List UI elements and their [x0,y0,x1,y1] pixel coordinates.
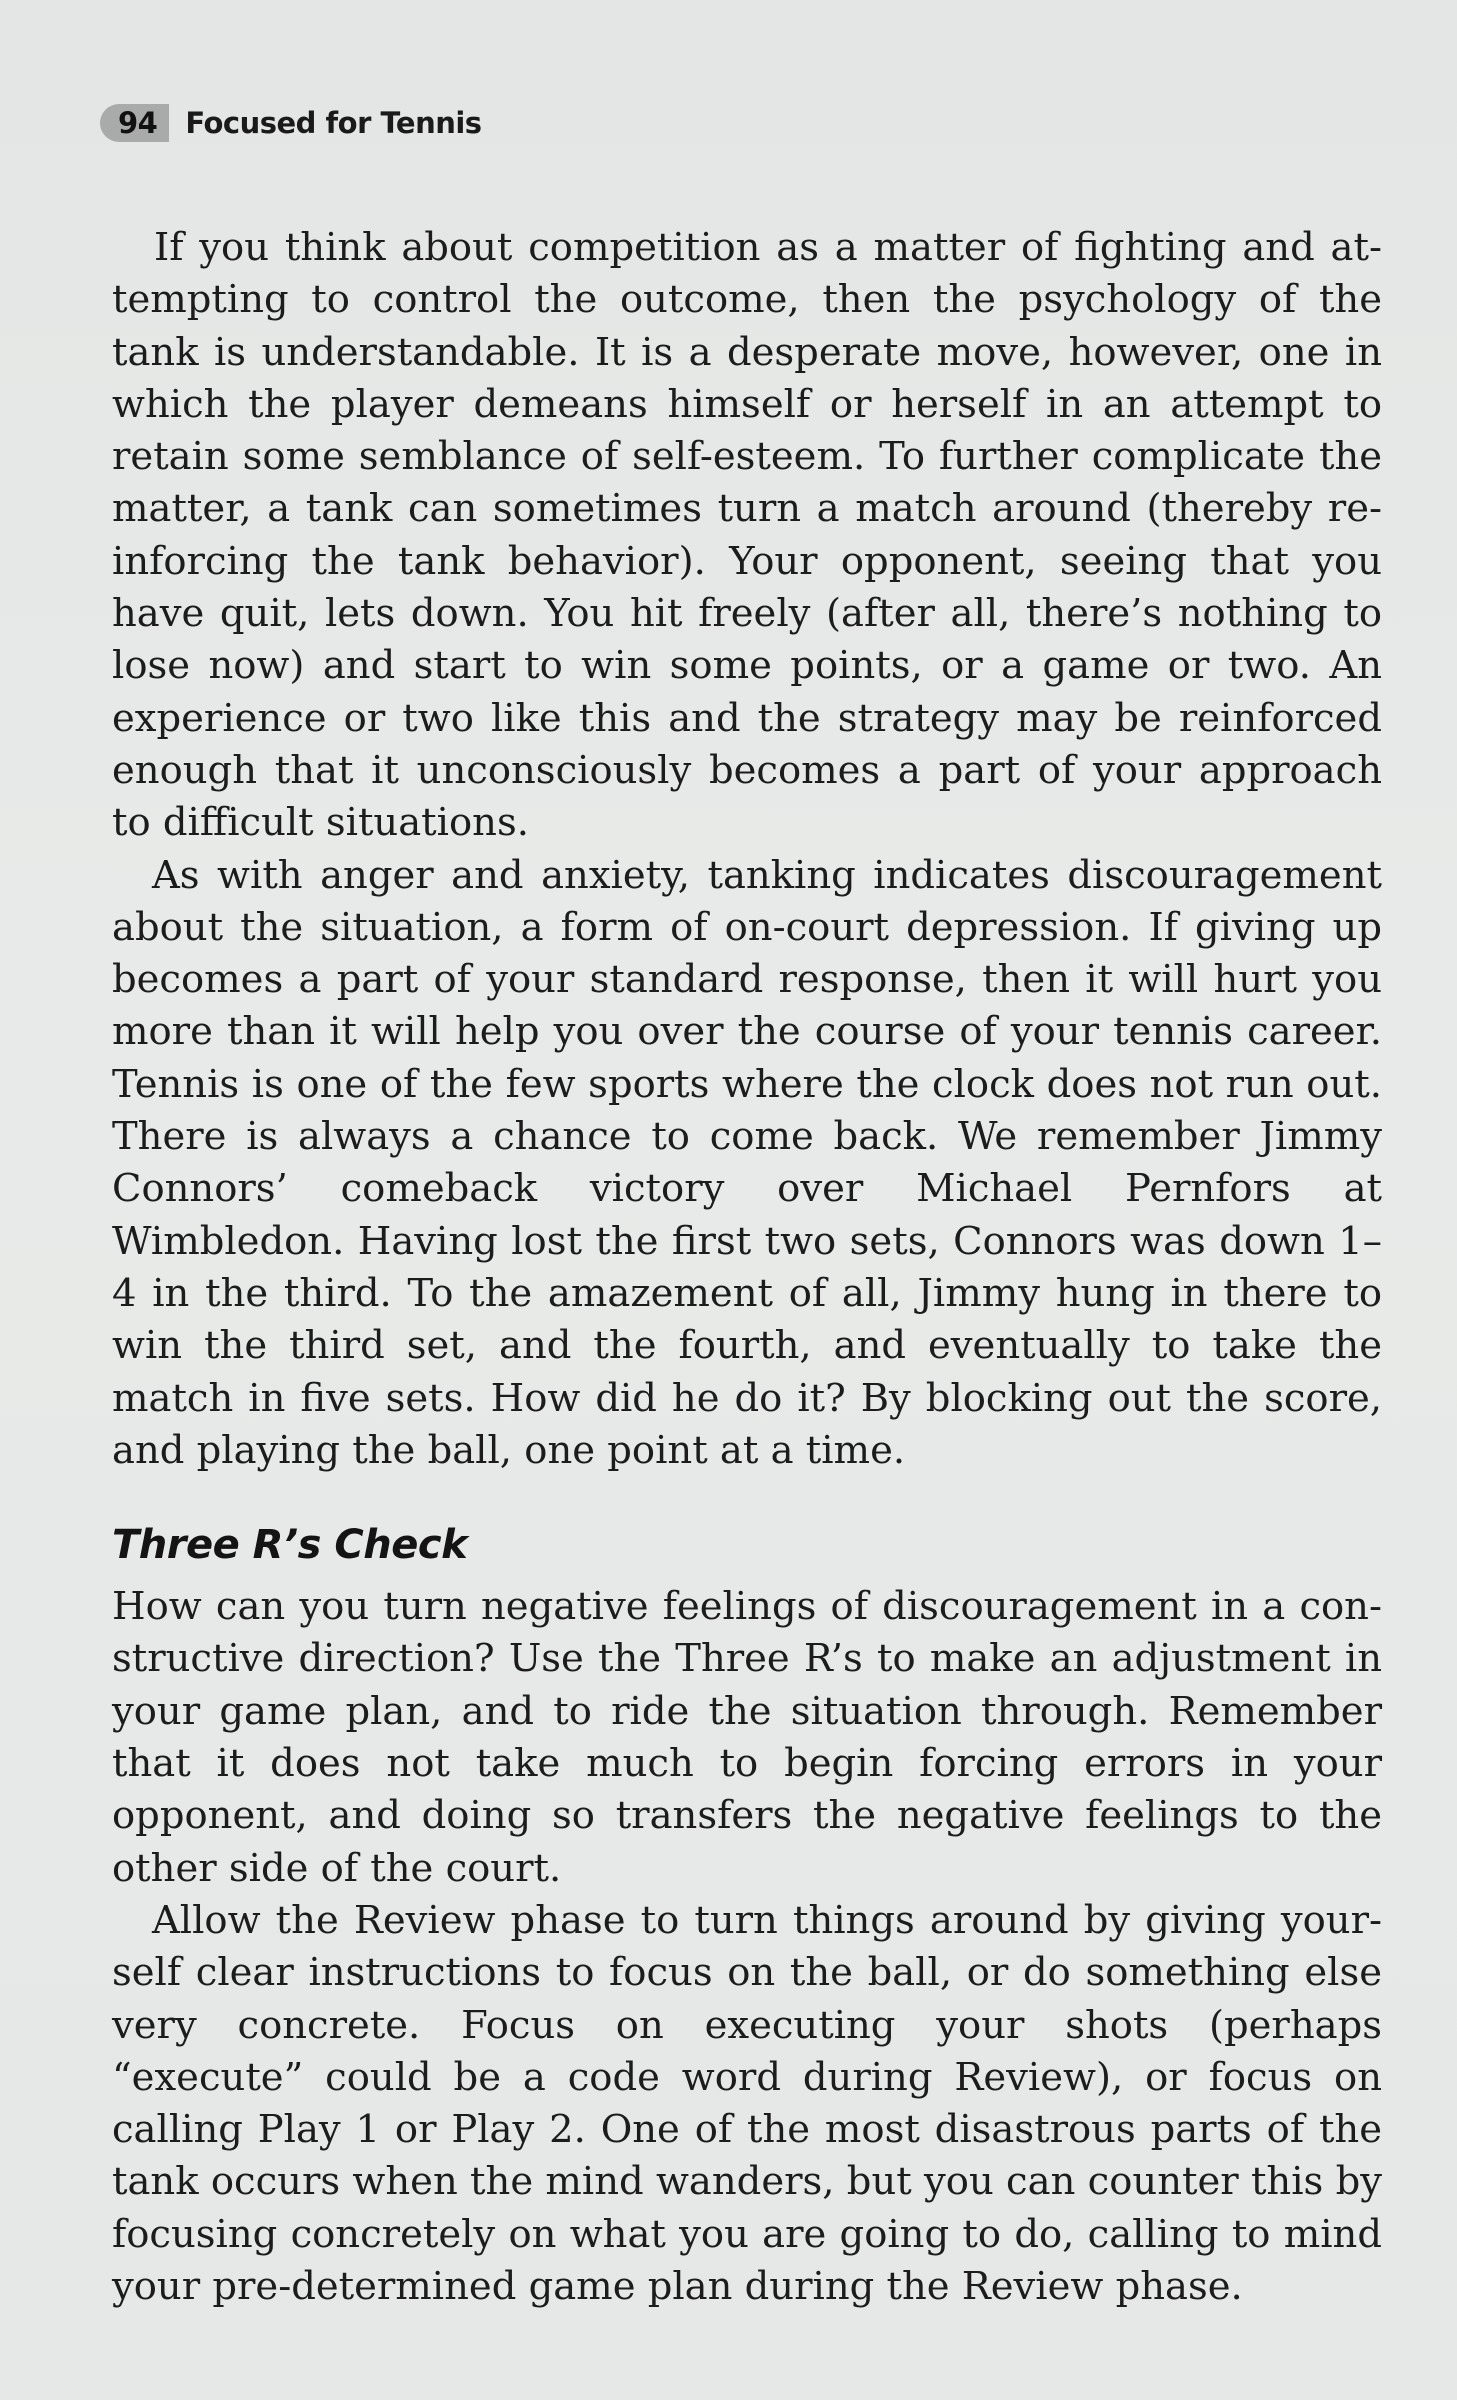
paragraph-discouragement: As with anger and anxiety, tanking indicates discouragement about the situation, a form of on-court depression. If giving up becomes a part of your standard response, then it will hurt you more than it will help you over the course of your tennis career. Tennis is one of the few sports where the clock does not run out. There is always a chance to come back. We remember Jimmy Connors’ comeback victory over Michael Pernfors at Wimbledon. Having lost the first two sets, Connors was down 1–4 in the third. To the amazement of all, Jimmy hung in there to win the third set, and the fourth, and eventually to take the match in five sets. How did he do it? By blocking out the score, and playing the ball, one point at a time. [112,852,1382,1473]
book-title: Focused for Tennis [185,106,482,140]
running-head [100,102,482,144]
body-text [112,222,1382,2313]
paragraph-review-phase: Allow the Review phase to turn things around by giving your-self clear instructions to focus on the ball, or do something else very concrete. Focus on executing your shots (perhaps “execute” could be a code word during Review), or focus on calling Play 1 or Play 2. One of the most disastrous parts of the tank occurs when the mind wanders, but you can counter this by focusing concretely on what you are going to do, calling to mind your pre-determined game plan during the Review phase. [112,1897,1382,2309]
section-heading-three-rs-check: Three R’s Check [112,1522,468,1569]
page-number: 94 [100,104,169,142]
paragraph-tanking-psychology: If you think about competition as a matter of fighting and at-tempting to control the outcome, then the psychology of the tank is understandable. It is a desperate move, however, one in which the player demeans himself or herself in an attempt to retain some semblance of self-esteem. To further complicate the matter, a tank can sometimes turn a match around (thereby re-inforcing the tank behavior). Your opponent, seeing that you have quit, lets down. You hit freely (after all, there’s nothing to lose now) and start to win some points, or a game or two. An experience or two like this and the strategy may be reinforced enough that it unconsciously becomes a part of your approach to difficult situations. [112,225,1382,846]
paragraph-constructive-direction: How can you turn negative feelings of discouragement in a con-structive direction? Use the Three R’s to make an adjustment in your game plan, and to ride the situation through. Remember that it does not take much to begin forcing errors in your opponent, and doing so transfers the negative feelings to the other side of the court. [112,1584,1382,1891]
